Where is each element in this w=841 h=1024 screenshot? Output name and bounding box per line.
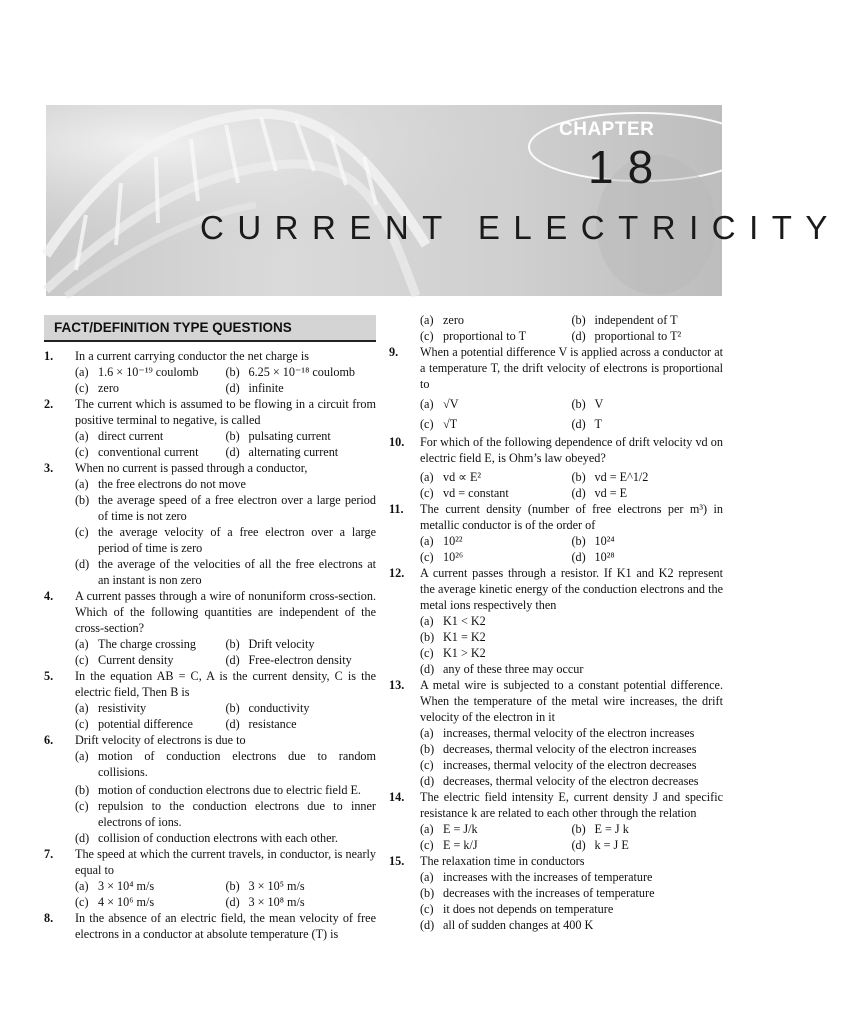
option-letter: (c) xyxy=(75,445,89,459)
option-letter: (b) xyxy=(75,783,90,797)
option-text: proportional to T² xyxy=(594,329,682,343)
option-letter: (b) xyxy=(571,470,586,484)
option-letter: (a) xyxy=(75,701,89,715)
option-letter: (d) xyxy=(225,381,240,395)
option-text: zero xyxy=(98,381,119,395)
option-letter: (c) xyxy=(420,902,434,916)
option-text: √V xyxy=(443,397,459,411)
option-letter: (d) xyxy=(571,329,586,343)
option-letter: (a) xyxy=(420,822,434,836)
option-letter: (b) xyxy=(571,397,586,411)
option-text: 1.6 × 10⁻¹⁹ coulomb xyxy=(98,365,199,379)
option-text: E = k/J xyxy=(443,838,478,852)
question-text: When a potential difference V is applied across a conductor at a temperature T, the drift velocity of electrons is proportional to xyxy=(420,345,723,391)
question-text: In the equation AB = C, A is the current density, C is the electric field, Then B is xyxy=(75,669,376,699)
right-column xyxy=(389,312,723,933)
option-letter: (d) xyxy=(420,774,435,788)
question-number: 12. xyxy=(389,566,405,580)
question-number: 4. xyxy=(44,589,54,603)
option-letter: (b) xyxy=(571,313,586,327)
option-text: E = J/k xyxy=(443,822,478,836)
question-number: 3. xyxy=(44,461,54,475)
question-text: When no current is passed through a conductor, xyxy=(75,461,308,475)
option-letter: (c) xyxy=(75,799,89,813)
option-letter: (b) xyxy=(225,701,240,715)
option-letter: (a) xyxy=(75,477,89,491)
option-text: 3 × 10⁴ m/s xyxy=(98,879,155,893)
option-letter: (d) xyxy=(225,895,240,909)
question-number: 5. xyxy=(44,669,54,683)
option-text: k = J E xyxy=(594,838,629,852)
question xyxy=(389,501,723,533)
option-text: 3 × 10⁵ m/s xyxy=(248,879,305,893)
option-text: infinite xyxy=(248,381,284,395)
question xyxy=(44,732,376,748)
option-letter: (a) xyxy=(75,429,89,443)
question-text: The relaxation time in conductors xyxy=(420,854,585,868)
option-letter: (b) xyxy=(225,365,240,379)
option-text: V xyxy=(594,397,604,411)
question-text: The electric field intensity E, current density J and specific resistance k are related to each other through the relation xyxy=(420,790,723,820)
options xyxy=(44,878,376,910)
option-text: repulsion to the conduction electrons due to inner electrons of ions. xyxy=(98,799,376,829)
question xyxy=(389,789,723,821)
option-letter: (b) xyxy=(420,742,435,756)
options xyxy=(389,312,723,344)
option-text: all of sudden changes at 400 K xyxy=(443,918,594,932)
option-text: 10²⁶ xyxy=(443,550,464,564)
option-text: alternating current xyxy=(248,445,339,459)
options xyxy=(44,700,376,732)
question-text: For which of the following dependence of drift velocity vd on electric field E, is Ohm’s law obeyed? xyxy=(420,435,723,465)
option-text: increases, thermal velocity of the electron decreases xyxy=(443,758,697,772)
option-letter: (d) xyxy=(571,838,586,852)
option-letter: (a) xyxy=(75,365,89,379)
option-text: it does not depends on temperature xyxy=(443,902,614,916)
question xyxy=(389,565,723,613)
options xyxy=(389,394,723,434)
chapter-number: 18 xyxy=(588,141,668,193)
option-letter: (b) xyxy=(571,822,586,836)
question-number: 1. xyxy=(44,349,54,363)
option-text: vd = constant xyxy=(443,486,509,500)
option-text: any of these three may occur xyxy=(443,662,584,676)
option-letter: (a) xyxy=(420,534,434,548)
option-letter: (a) xyxy=(420,313,434,327)
option-letter: (c) xyxy=(75,381,89,395)
option-letter: (a) xyxy=(420,870,434,884)
question xyxy=(44,460,376,476)
question xyxy=(44,348,376,364)
option-letter: (b) xyxy=(571,534,586,548)
option-letter: (a) xyxy=(420,614,434,628)
option-letter: (b) xyxy=(225,637,240,651)
option-text: 10²⁴ xyxy=(594,534,615,548)
question-number: 9. xyxy=(389,345,399,359)
option-letter: (a) xyxy=(420,726,434,740)
option-text: Drift velocity xyxy=(248,637,315,651)
option-letter: (a) xyxy=(420,470,434,484)
option-text: increases with the increases of temperature xyxy=(443,870,653,884)
option-text: conventional current xyxy=(98,445,199,459)
option-letter: (d) xyxy=(571,417,586,431)
option-text: T xyxy=(594,417,602,431)
option-letter: (c) xyxy=(420,486,434,500)
option-letter: (d) xyxy=(225,653,240,667)
question xyxy=(389,434,723,466)
option-letter: (a) xyxy=(420,397,434,411)
option-text: E = J k xyxy=(594,822,629,836)
question-number: 10. xyxy=(389,435,405,449)
left-column xyxy=(44,312,376,942)
option-text: proportional to T xyxy=(443,329,527,343)
option-text: the average speed of a free electron over a large period of time is not zero xyxy=(98,493,376,523)
option-letter: (c) xyxy=(420,550,434,564)
option-text: vd = E^1/2 xyxy=(594,470,649,484)
option-letter: (c) xyxy=(420,758,434,772)
option-letter: (b) xyxy=(420,630,435,644)
option-letter: (c) xyxy=(420,646,434,660)
option-letter: (d) xyxy=(225,445,240,459)
option-letter: (d) xyxy=(571,550,586,564)
question xyxy=(44,588,376,636)
question-text: In the absence of an electric field, the mean velocity of free electrons in a conductor at absolute temperature (T) is xyxy=(75,911,376,941)
option-text: resistance xyxy=(248,717,297,731)
option-text: Current density xyxy=(98,653,174,667)
option-text: K1 < K2 xyxy=(443,614,486,628)
option-text: resistivity xyxy=(98,701,147,715)
options xyxy=(44,428,376,460)
option-text: motion of conduction electrons due to electric field E. xyxy=(98,783,361,797)
option-text: decreases with the increases of temperature xyxy=(443,886,655,900)
options xyxy=(389,821,723,853)
question-number: 15. xyxy=(389,854,405,868)
option-letter: (c) xyxy=(420,417,434,431)
option-text: 6.25 × 10⁻¹⁸ coulomb xyxy=(248,365,356,379)
option-text: 10²² xyxy=(443,534,463,548)
option-letter: (a) xyxy=(75,879,89,893)
option-letter: (b) xyxy=(225,429,240,443)
question-number: 6. xyxy=(44,733,54,747)
option-text: The charge crossing xyxy=(98,637,196,651)
option-text: increases, thermal velocity of the electron increases xyxy=(443,726,695,740)
chapter-label: CHAPTER xyxy=(559,119,655,140)
option-letter: (c) xyxy=(75,717,89,731)
option-text: independent of T xyxy=(594,313,678,327)
option-text: √T xyxy=(443,417,458,431)
question-text: A metal wire is subjected to a constant potential difference. When the temperature of the metal wire increases, the drift velocity of the electron in it xyxy=(420,678,723,724)
option-text: decreases, thermal velocity of the electron decreases xyxy=(443,774,699,788)
question-number: 13. xyxy=(389,678,405,692)
option-text: zero xyxy=(443,313,464,327)
option-text: pulsating current xyxy=(248,429,331,443)
option-letter: (a) xyxy=(75,637,89,651)
option-text: Free-electron density xyxy=(248,653,352,667)
option-text: decreases, thermal velocity of the electron increases xyxy=(443,742,697,756)
question-number: 8. xyxy=(44,911,54,925)
question-text: A current passes through a resistor. If K1 and K2 represent the average kinetic energy of the conduction electrons and the metal ions respectively then xyxy=(420,566,723,612)
options xyxy=(389,533,723,565)
option-letter: (c) xyxy=(75,525,89,539)
option-letter: (a) xyxy=(75,749,89,763)
option-text: the free electrons do not move xyxy=(98,477,246,491)
option-text: 3 × 10⁸ m/s xyxy=(248,895,305,909)
question-text: The current density (number of free electrons per m³) in metallic conductor is of the order of xyxy=(420,502,723,532)
question xyxy=(389,677,723,725)
question-text: The speed at which the current travels, in conductor, is nearly equal to xyxy=(75,847,376,877)
question-number: 11. xyxy=(389,502,404,516)
option-letter: (b) xyxy=(75,493,90,507)
question-text: Drift velocity of electrons is due to xyxy=(75,733,246,747)
option-text: vd ∝ E² xyxy=(443,470,482,484)
question xyxy=(44,668,376,700)
option-letter: (d) xyxy=(75,831,90,845)
option-letter: (d) xyxy=(420,662,435,676)
option-text: 4 × 10⁶ m/s xyxy=(98,895,155,909)
question-number: 7. xyxy=(44,847,54,861)
option-letter: (d) xyxy=(420,918,435,932)
option-text: collision of conduction electrons with each other. xyxy=(98,831,338,845)
option-text: potential difference xyxy=(98,717,193,731)
option-letter: (c) xyxy=(75,653,89,667)
options xyxy=(44,636,376,668)
question-text: A current passes through a wire of nonuniform cross-section. Which of the following quantities are independent of the cross-section? xyxy=(75,589,376,635)
option-text: the average of the velocities of all the free electrons at an instant is non zero xyxy=(98,557,376,587)
question xyxy=(44,910,376,942)
options xyxy=(389,469,723,501)
option-letter: (c) xyxy=(75,895,89,909)
option-text: vd = E xyxy=(594,486,628,500)
question-text: The current which is assumed to be flowing in a circuit from positive terminal to negative, is called xyxy=(75,397,376,427)
option-letter: (b) xyxy=(420,886,435,900)
question xyxy=(44,846,376,878)
question xyxy=(44,396,376,428)
option-text: motion of conduction electrons due to random collisions. xyxy=(98,749,376,779)
option-letter: (d) xyxy=(225,717,240,731)
section-heading: FACT/DEFINITION TYPE QUESTIONS xyxy=(44,315,376,342)
option-letter: (c) xyxy=(420,838,434,852)
options xyxy=(44,364,376,396)
option-text: 10²⁸ xyxy=(594,550,615,564)
option-text: K1 > K2 xyxy=(443,646,486,660)
option-letter: (d) xyxy=(571,486,586,500)
question-number: 2. xyxy=(44,397,54,411)
option-letter: (b) xyxy=(225,879,240,893)
question-text: In a current carrying conductor the net charge is xyxy=(75,349,309,363)
question-number: 14. xyxy=(389,790,405,804)
option-text: direct current xyxy=(98,429,164,443)
chapter-title: CURRENT ELECTRICITY xyxy=(200,209,841,246)
question xyxy=(389,853,723,869)
option-text: the average velocity of a free electron over a large period of time is zero xyxy=(98,525,376,555)
option-text: K1 = K2 xyxy=(443,630,486,644)
option-letter: (c) xyxy=(420,329,434,343)
option-letter: (d) xyxy=(75,557,90,571)
question xyxy=(389,344,723,392)
option-text: conductivity xyxy=(248,701,310,715)
